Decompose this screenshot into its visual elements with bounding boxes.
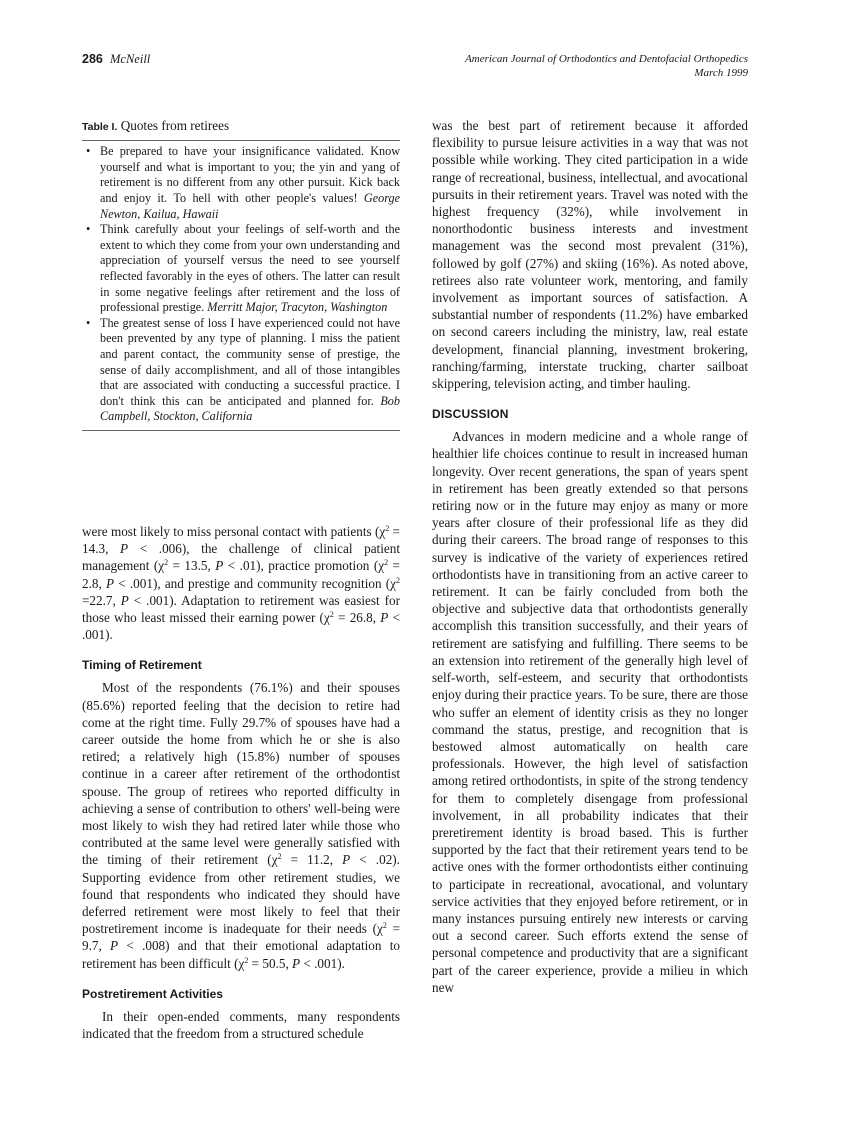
table-caption — [82, 117, 400, 136]
bullet-icon: • — [86, 144, 91, 159]
table-label: Table I. — [82, 121, 118, 133]
table-top-rule — [82, 140, 400, 141]
section-heading-discussion: DISCUSSION — [432, 407, 509, 422]
quote-item — [82, 222, 400, 316]
left-column — [82, 117, 400, 1042]
section-heading-timing: Timing of Retirement — [82, 658, 202, 673]
quote-item — [82, 316, 400, 425]
quote-attribution: Bob Campbell, Stockton, California — [100, 393, 400, 424]
paragraph-discussion: Advances in modern medicine and a whole range of healthier life choices continue to result in increased human longevity. Over recent generations, the span of years spent in retirement has been greatly extended so that persons retiring now or in the future may enjoy as many or more years after closure of their professional life as they did during their careers. The broad range of responses to this survey is indicative of the variety of experiences retired orthodontists have in transitioning from an active career to retirement. It can be fairly concluded from both the objective and subjective data that orthodontists generally accomplish this transition successfully, and their years of retirement are satisfying and fulfilling. There seems to be an extension into retirement of the generally high level of self-worth, self-esteem, and security that orthodontists enjoy during their practice years. To be sure, there are those who suffer an element of identity crisis as they no longer command the status, prestige, and recognition that is bestowed almost automatically on health care professionals. However, the high level of satisfaction among retired orthodontists, in spite of the strong tendency for them to completely disengage from professional involvement, in all probability indicates that their preretirement identity is broad based. This is further supported by the fact that their retirement years tend to be active ones with the former orthodontists either continuing to participate in recreational, avocational, and voluntary service activities that they enjoyed before retirement, or in many instances pursuing entirely new interests or carving out a second career. Such efforts extend the sense of personal competence and productivity that are a significant part of the career experience, provide a milieu in which new — [432, 429, 748, 995]
right-column — [432, 117, 748, 996]
paragraph-activities: In their open-ended comments, many respondents indicated that the freedom from a structured schedule — [82, 1008, 400, 1041]
quote-item — [82, 144, 400, 222]
journal-info — [465, 52, 748, 80]
section-heading-activities: Postretirement Activities — [82, 986, 223, 1001]
table-quotes — [82, 117, 400, 431]
journal-title: American Journal of Orthodontics and Dentofacial Orthopedics — [465, 53, 748, 65]
page-number: 286 — [82, 52, 103, 66]
quote-attribution: George Newton, Kailua, Hawaii — [100, 190, 401, 221]
paragraph-activities-continued: was the best part of retirement because it afforded flexibility to pursue leisure activities in a way that was not possible while working. They cited participation in a wide range of recreational, business, intellectual, and avocational pursuits in their retirement years. Travel was noted with the highest frequency (32%), while involvement in nonorthodontic business interests and investment management was the second most prevalent (31%), followed by golf (27%) and skiing (16%). As noted above, retirees also rate volunteer work, mentoring, and family involvement as important sources of satisfaction. A substantial number of respondents (11.2%) have embarked on second careers including the ministry, law, real estate development, financial planning, investment brokering, ranching/farming, interstate trucking, charter sailboat skippering, television acting, and timber hauling. — [432, 118, 748, 392]
bullet-icon: • — [86, 222, 91, 237]
quote-text: The greatest sense of loss I have experienced could not have been prevented by any type of planning. I miss the patient and parent contact, the community sense of prestige, the sense of daily accomplishment, and all of those intangibles that are associated with conducting a successful practice. I don't think this can be anticipated and planned for. — [100, 315, 400, 408]
issue-date: March 1999 — [694, 67, 748, 79]
bullet-icon: • — [86, 315, 91, 330]
paragraph-timing: Most of the respondents (76.1%) and their spouses (85.6%) reported feeling that the decision to retire had come at the right time. Fully 29.7% of spouses have had a career outside the home from which he or she is also retired; a relatively high (15.8%) number of spouses continue in a career after retirement of the orthodontist spouse. The group of retirees who reported difficulty in achieving a sense of contribution to others' well-being were most likely to wish they had retired later while those who contributed at the same level were generally satisfied with the timing of their retirement ($\chi^2 = 11.2$, P < .02). Supporting evidence from other retirement studies, we found that respondents who indicated they should have deferred retirement were most likely to feel that their postretirement income is inadequate for their needs ($\chi^2 = 9.7$, P < .008) and that their emotional adaptation to retirement has been difficult ($\chi^2 = 50.5$, P < .001). — [82, 680, 401, 971]
paragraph-continuation: were most likely to miss personal contact with patients ($\chi^2 = 14.3$, P < .006), the challenge of clinical patient management ($\chi^2 = 13.5$, P < .01), practice promotion ($\chi^2 = 2.8$, P < .001), and prestige and community recognition ($\chi^2 =22.7$, P < .001). Adaptation to retirement was easiest for those who least missed their earning power ($\chi^2 = 26.8$, P < .001). — [82, 523, 401, 643]
running-header — [82, 52, 748, 92]
table-title: Quotes from retirees — [120, 118, 230, 133]
running-author: McNeill — [110, 52, 151, 66]
quote-text: Be prepared to have your insignificance validated. Know yourself and what is important to you; the yin and yang of retirement is no different from any other pursuit. Kick back and enjoy it. To hell with other people's values! — [100, 144, 400, 205]
quote-attribution: Merritt Major, Tracyton, Washington — [207, 300, 388, 315]
quote-list — [82, 144, 400, 425]
quote-text: Think carefully about your feelings of self-worth and the extent to which they come from your own understanding and appreciation of yourself versus the need to see yourself reflected favorably in the eyes of others. The latter can result in some negative feelings after retirement and the loss of professional prestige. — [100, 222, 400, 315]
